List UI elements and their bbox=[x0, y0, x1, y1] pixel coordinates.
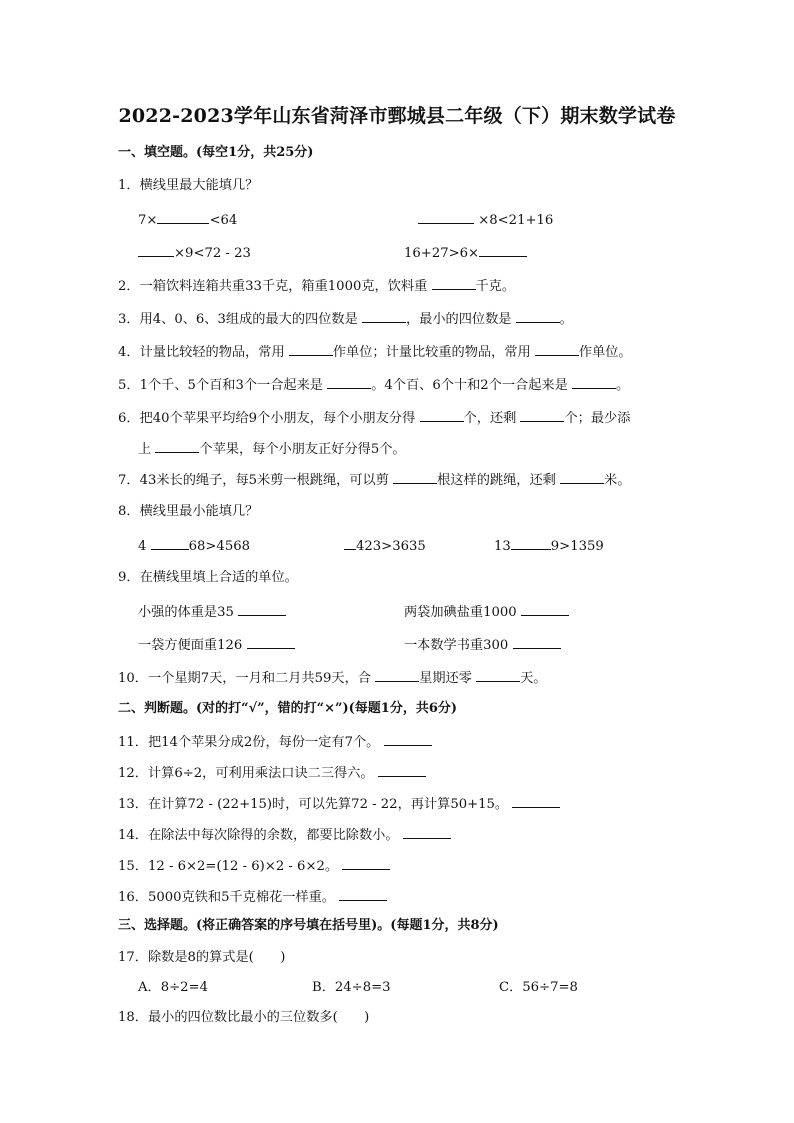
answer-blank[interactable] bbox=[327, 374, 371, 389]
question-13: 13．在计算72 - (22+15)时，可以先算72 - 22，再计算50+15。 bbox=[118, 793, 560, 815]
answer-blank[interactable] bbox=[138, 242, 174, 257]
question-6-continued: 上 个苹果，每个小朋友正好分得5个。 bbox=[138, 438, 406, 460]
question-17-option-b[interactable]: B．24÷8=3 bbox=[312, 980, 391, 995]
question-1a: 7× <64 bbox=[138, 209, 237, 231]
section-heading-fill-in: 一、填空题。(每空1分，共25分) bbox=[118, 145, 314, 160]
answer-blank[interactable] bbox=[560, 469, 604, 484]
question-17-stem: 17．除数是8的算式是( ) bbox=[118, 950, 286, 965]
question-8-stem: 8．横线里最小能填几？ bbox=[118, 504, 259, 519]
answer-blank[interactable] bbox=[403, 824, 451, 839]
question-16: 16．5000克铁和5千克棉花一样重。 bbox=[118, 886, 387, 908]
answer-blank[interactable] bbox=[378, 762, 426, 777]
question-9a: 小强的体重是35 bbox=[138, 601, 286, 623]
question-1-stem: 1．横线里最大能填几？ bbox=[118, 178, 259, 193]
answer-blank[interactable] bbox=[238, 601, 286, 616]
answer-blank[interactable] bbox=[432, 275, 476, 290]
answer-blank[interactable] bbox=[511, 535, 551, 550]
section-heading-true-false: 二、判断题。(对的打“√”，错的打“×”)(每题1分，共6分) bbox=[118, 701, 458, 716]
question-9b: 两袋加碘盐重1000 bbox=[404, 601, 569, 623]
answer-blank[interactable] bbox=[157, 209, 209, 224]
answer-blank[interactable] bbox=[151, 535, 189, 550]
answer-blank[interactable] bbox=[535, 341, 579, 356]
question-9d: 一本数学书重300 bbox=[404, 634, 561, 656]
question-8b: 423>3635 bbox=[344, 535, 426, 557]
answer-blank[interactable] bbox=[513, 634, 561, 649]
answer-blank[interactable] bbox=[393, 469, 437, 484]
answer-blank[interactable] bbox=[418, 209, 474, 224]
question-14: 14．在除法中每次除得的余数，都要比除数小。 bbox=[118, 824, 451, 846]
answer-blank[interactable] bbox=[521, 601, 569, 616]
answer-blank[interactable] bbox=[420, 407, 464, 422]
question-1c: ×9<72 - 23 bbox=[138, 242, 251, 264]
question-8a: 4 68>4568 bbox=[138, 535, 250, 557]
question-8c: 13 9>1359 bbox=[494, 535, 604, 557]
question-18-stem: 18．最小的四位数比最小的三位数多( ) bbox=[118, 1010, 370, 1025]
answer-blank[interactable] bbox=[155, 438, 199, 453]
answer-blank[interactable] bbox=[512, 793, 560, 808]
question-15: 15．12 - 6×2=(12 - 6)×2 - 6×2。 bbox=[118, 855, 390, 877]
question-9c: 一袋方便面重126 bbox=[138, 634, 295, 656]
question-2: 2．一箱饮料连箱共重33千克，箱重1000克，饮料重 千克。 bbox=[118, 275, 515, 297]
question-12: 12．计算6÷2，可利用乘法口诀二三得六。 bbox=[118, 762, 426, 784]
answer-blank[interactable] bbox=[342, 855, 390, 870]
answer-blank[interactable] bbox=[479, 242, 527, 257]
question-11: 11．把14个苹果分成2份，每份一定有7个。 bbox=[118, 731, 432, 753]
answer-blank[interactable] bbox=[362, 308, 406, 323]
answer-blank[interactable] bbox=[572, 374, 616, 389]
question-3: 3．用4、0、6、3组成的最大的四位数是 ，最小的四位数是 。 bbox=[118, 308, 573, 330]
section-heading-multiple-choice: 三、选择题。(将正确答案的序号填在括号里)。(每题1分，共8分) bbox=[118, 918, 499, 933]
question-7: 7．43米长的绳子，每5米剪一根跳绳，可以剪 根这样的跳绳，还剩 米。 bbox=[118, 469, 630, 491]
answer-blank[interactable] bbox=[375, 667, 419, 682]
answer-blank[interactable] bbox=[384, 731, 432, 746]
question-17-option-c[interactable]: C．56÷7=8 bbox=[499, 980, 578, 995]
answer-blank[interactable] bbox=[520, 407, 564, 422]
answer-blank[interactable] bbox=[289, 341, 333, 356]
answer-blank[interactable] bbox=[344, 535, 356, 550]
question-9-stem: 9．在横线里填上合适的单位。 bbox=[118, 570, 298, 585]
question-4: 4．计量比较轻的物品，常用 作单位；计量比较重的物品，常用 作单位。 bbox=[118, 341, 632, 363]
question-10: 10．一个星期7天，一月和二月共59天，合 星期还零 天。 bbox=[118, 667, 546, 689]
answer-blank[interactable] bbox=[476, 667, 520, 682]
answer-blank[interactable] bbox=[516, 308, 560, 323]
page-title: 2022-2023学年山东省菏泽市鄄城县二年级（下）期末数学试卷 bbox=[118, 105, 676, 127]
question-6: 6．把40个苹果平均给9个小朋友，每个小朋友分得 个，还剩 个；最少添 bbox=[118, 407, 630, 429]
question-1d: 16+27>6× bbox=[404, 242, 527, 264]
question-5: 5．1个千、5个百和3个一合起来是 。4个百、6个十和2个一合起来是 。 bbox=[118, 374, 629, 396]
question-1b: ×8<21+16 bbox=[418, 209, 553, 231]
question-17-option-a[interactable]: A．8÷2=4 bbox=[138, 980, 208, 995]
answer-blank[interactable] bbox=[339, 886, 387, 901]
answer-blank[interactable] bbox=[247, 634, 295, 649]
